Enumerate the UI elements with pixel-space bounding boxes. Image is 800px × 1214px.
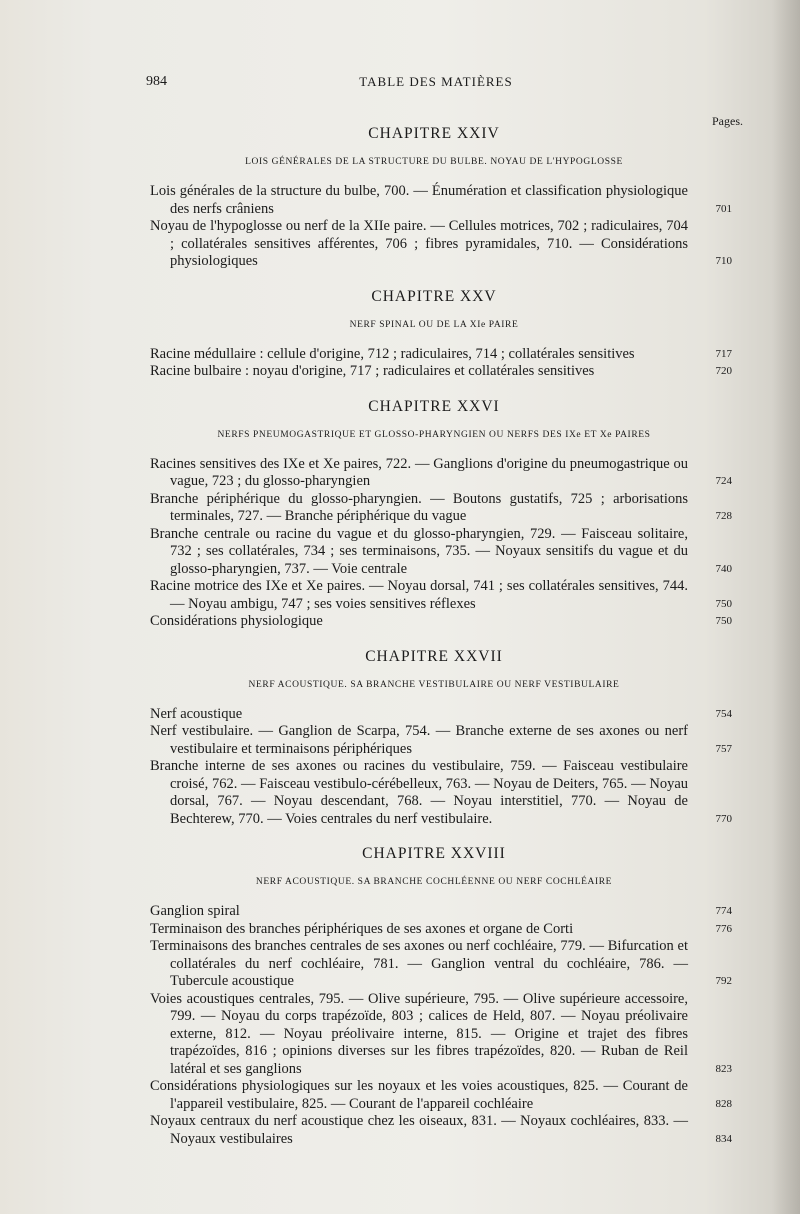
page-header (146, 74, 726, 96)
toc-entry-text: Racine bulbaire : noyau d'origine, 717 ; radiculaires et collatérales sensitives (150, 363, 595, 379)
toc-entry-page: 710 (715, 255, 732, 267)
chapter-section (150, 397, 732, 631)
chapter-subtitle: LOIS GÉNÉRALES DE LA STRUCTURE DU BULBE. NOYAU DE L'HYPOGLOSSE (245, 157, 623, 167)
toc-entry (150, 920, 732, 939)
toc-entry-page: 757 (715, 742, 732, 755)
toc-entry-page: 828 (715, 1097, 732, 1110)
chapter-subtitle: NERFS PNEUMOGASTRIQUE ET GLOSSO-PHARYNGIEN OU NERFS DES IXe ET Xe PAIRES (217, 429, 651, 440)
pages-column-label: Pages. (712, 114, 743, 128)
toc-entry-page: 776 (715, 922, 732, 935)
toc-entry-page: 792 (715, 975, 732, 987)
toc-entry-page: 720 (715, 365, 732, 377)
chapter-title: CHAPITRE XXIV (368, 125, 500, 142)
toc-entry-text: Noyau de l'hypoglosse ou nerf de la XIIe paire. — Cellules motrices, 702 ; radiculaires, 704 ; collatérales sensitives afférentes, 706 ; fibres pyramidales, 710. — Considérations physiologiques (150, 218, 688, 269)
toc-entry (150, 723, 732, 758)
toc-entry-text: Racines sensitives des IXe et Xe paires, 722. — Ganglions d'origine du pneumogastrique ou vague, 723 ; du glosso-pharyngien (150, 455, 688, 489)
toc-entry-page: 750 (715, 597, 732, 610)
toc-entry-text: Nerf acoustique (150, 705, 243, 722)
toc-entry-text: Considérations physiologique (150, 613, 323, 629)
page-number: 984 (146, 74, 167, 89)
toc-entry (150, 218, 732, 271)
toc-entry-page: 740 (715, 562, 732, 575)
toc-entry-text: Racine médullaire : cellule d'origine, 712 ; radiculaires, 714 ; collatérales sensitives (150, 345, 635, 362)
chapter-section (150, 647, 732, 829)
toc-entry-page: 701 (715, 202, 732, 215)
toc-entry-text: Branche interne de ses axones ou racines du vestibulaire, 759. — Faisceau vestibulaire croisé, 762. — Faisceau vestibulo-cérébelleux, 763. — Noyau de Deiters, 765. — Noyau dorsal, 767. — Noyau descendant, 768. — Noyau interstitiel, 770. — Noyau de Bechterew, 770. — Voies centrales du nerf vestibulaire. (150, 758, 688, 827)
toc-entry-text: Terminaison des branches périphériques de ses axones et organe de Corti (150, 920, 574, 937)
chapter-section (150, 124, 732, 271)
toc-entry (150, 183, 732, 218)
toc-entry-page: 823 (715, 1062, 732, 1075)
chapter-subtitle: NERF ACOUSTIQUE. SA BRANCHE COCHLÉENNE OU NERF COCHLÉAIRE (255, 877, 613, 887)
toc-entry-text: Branche centrale ou racine du vague et du glosso-pharyngien, 729. — Faisceau solitaire, 732 ; ses collatérales, 734 ; ses terminaisons, 735. — Noyaux sensitifs du vague et du glosso-pharyngien, 737. — Voie centrale (150, 525, 688, 577)
toc-entry-text: Ganglion spiral (150, 903, 240, 919)
toc-entry (150, 938, 732, 991)
toc-entry-page: 728 (715, 510, 732, 522)
toc-entry-text: Lois générales de la structure du bulbe, 700. — Énumération et classification physiologique des nerfs crâniens (150, 183, 688, 217)
binding-shadow (772, 0, 800, 1214)
toc-entry-page: 834 (715, 1132, 732, 1145)
table-of-contents (150, 124, 732, 1164)
toc-entry-text: Noyaux centraux du nerf acoustique chez les oiseaux, 831. — Noyaux cochléaires, 833. — Noyaux vestibulaires (150, 1113, 688, 1147)
toc-entry-text: Voies acoustiques centrales, 795. — Olive supérieure, 795. — Olive supérieure accessoire, 799. — Noyau du corps trapézoïde, 803 ; calices de Held, 807. — Noyau préolivaire externe, 812. — Noyau préolivaire interne, 815. — Origine et trajet des fibres trapézoïdes, 816 ; opinions diverses sur les fibres trapézoïdes, 820. — Ruban de Reil latéral et ses ganglions (150, 990, 688, 1077)
toc-entry-text: Considérations physiologiques sur les noyaux et les voies acoustiques, 825. — Courant de l'appareil vestibulaire, 825. — Courant de l'appareil cochléaire (150, 1078, 688, 1112)
toc-entry (150, 345, 732, 364)
toc-entry (150, 1113, 732, 1148)
toc-entry-page: 770 (715, 812, 732, 825)
toc-entry (150, 490, 732, 526)
toc-entry (150, 578, 732, 613)
chapter-title: CHAPITRE XXVIII (362, 845, 506, 862)
chapter-section (150, 844, 732, 1148)
toc-entry (150, 903, 732, 921)
toc-entry (150, 990, 732, 1079)
toc-entry-page: 774 (715, 905, 732, 917)
toc-entry (150, 613, 732, 631)
toc-entry (150, 1078, 732, 1113)
toc-entry-text: Nerf vestibulaire. — Ganglion de Scarpa, 754. — Branche externe de ses axones ou nerf vestibulaire et terminaisons périphériques (150, 723, 688, 757)
toc-entry-text: Branche périphérique du glosso-pharyngien. — Boutons gustatifs, 725 ; arborisations terminales, 727. — Branche périphérique du vague (150, 490, 688, 524)
toc-entry (150, 363, 732, 381)
chapter-title: CHAPITRE XXVI (368, 397, 500, 415)
toc-entry-page: 754 (715, 707, 732, 720)
chapter-title: CHAPITRE XXV (371, 287, 497, 305)
running-title: TABLE DES MATIÈRES (359, 74, 513, 89)
toc-entry (150, 455, 732, 491)
chapter-title: CHAPITRE XXVII (365, 647, 503, 665)
toc-entry-page: 717 (715, 347, 732, 360)
chapter-subtitle: NERF SPINAL OU DE LA XIe PAIRE (349, 319, 519, 330)
toc-entry (150, 705, 732, 724)
toc-entry-text: Racine motrice des IXe et Xe paires. — Noyau dorsal, 741 ; ses collatérales sensitives, 744. — Noyau ambigu, 747 ; ses voies sensitives réflexes (150, 578, 688, 612)
toc-entry-text: Terminaisons des branches centrales de ses axones ou nerf cochléaire, 779. — Bifurcation et collatérales du nerf cochléaire, 781. — Ganglion ventral du cochléaire, 786. — Tubercule acoustique (150, 938, 688, 989)
chapter-subtitle: NERF ACOUSTIQUE. SA BRANCHE VESTIBULAIRE OU NERF VESTIBULAIRE (248, 679, 620, 690)
toc-entry-page: 750 (715, 615, 732, 627)
toc-entry-page: 724 (715, 475, 732, 487)
chapter-section (150, 287, 732, 381)
toc-entry (150, 758, 732, 828)
toc-entry (150, 525, 732, 579)
